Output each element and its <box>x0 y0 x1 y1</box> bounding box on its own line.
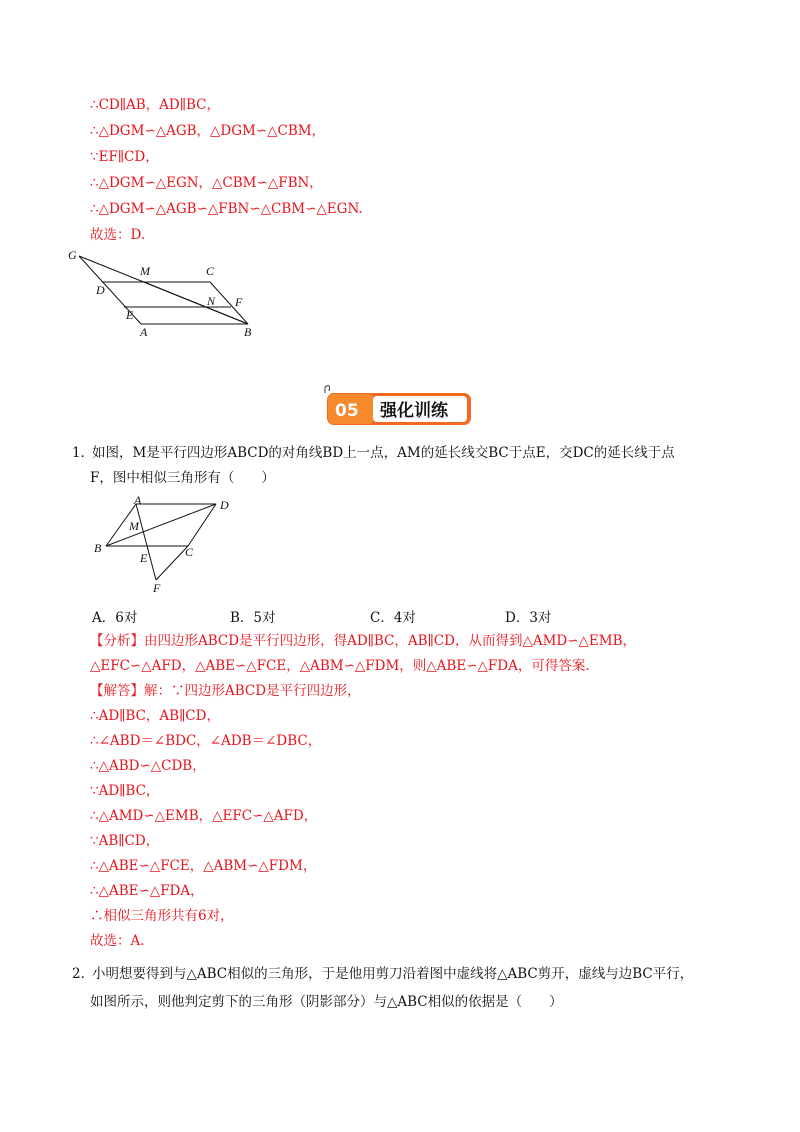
q1-answer-line3: ∴∠ABD＝∠BDC，∠ADB＝∠DBC， <box>90 733 322 749</box>
label-f: F <box>235 295 243 309</box>
q1-answer-line7: ∵AB∥CD， <box>90 833 160 849</box>
q1-analysis-line2: △EFC∽△AFD，△ABE∽△FCE，△ABM∽△FDM，则△ABE∽△FDA，可得答案. <box>90 658 590 674</box>
solution-line-3: ∵EF∥CD， <box>90 149 159 165</box>
label-e: E <box>126 308 134 322</box>
solution-line-1: ∴CD∥AB，AD∥BC， <box>90 97 220 113</box>
q1-answer-line4: ∴△ABD∽△CDB， <box>90 758 206 774</box>
badge-graphic <box>323 385 475 429</box>
answer-text-0: 解：∵四边形ABCD是平行四边形， <box>144 683 361 699</box>
answer-tag: 【解答】 <box>90 683 144 699</box>
label-d: D <box>96 283 105 297</box>
q1-option-d: D．3对 <box>505 610 552 626</box>
label-c: C <box>206 264 215 278</box>
line-mb <box>144 282 248 324</box>
figure-parallelogram-gmcdnfeab <box>66 248 266 340</box>
q2-text-line2: 如图所示，则他判定剪下的三角形（阴影部分）与△ABC相似的依据是（ ） <box>90 994 563 1010</box>
q1-answer-line9: ∴△ABE∽△FDA， <box>90 883 204 899</box>
q1-option-c: C．4对 <box>370 610 416 626</box>
q1-answer-line8: ∴△ABE∽△FCE，△ABM∽△FDM， <box>90 858 317 874</box>
analysis-tag: 【分析】 <box>90 633 144 649</box>
label-a: A <box>134 496 142 507</box>
label-a: A <box>140 325 148 339</box>
label-b: B <box>94 541 102 555</box>
label-c: C <box>185 545 194 559</box>
q2-text-line1: 小明想要得到与△ABC相似的三角形，于是他用剪刀沿着图中虚线将△ABC剪开，虚线与边BC平行， <box>92 966 694 982</box>
line-bd <box>106 504 216 546</box>
label-d: D <box>220 498 229 512</box>
q1-analysis-line1 <box>90 632 636 650</box>
q1-number: 1． <box>72 445 95 461</box>
figure-q1-parallelogram <box>92 496 242 596</box>
label-e: E <box>140 551 148 565</box>
q1-answer-line2: ∴AD∥BC，AB∥CD， <box>90 708 220 724</box>
q1-answer-line6: ∴△AMD∽△EMB，△EFC∽△AFD， <box>90 808 318 824</box>
solution-line-4: ∴△DGM∽△EGN，△CBM∽△FBN， <box>90 175 323 191</box>
solution-line-2: ∴△DGM∽△AGB，△DGM∽△CBM， <box>90 123 326 139</box>
label-b: B <box>244 325 252 339</box>
q1-option-b: B．5对 <box>230 610 276 626</box>
q1-answer-line10: ∴相似三角形共有6对， <box>90 908 234 924</box>
label-m: M <box>129 519 139 533</box>
line-dc <box>188 504 216 546</box>
section-badge <box>323 385 475 429</box>
q1-answer-final: 故选：A. <box>90 933 145 949</box>
solution-line-5: ∴△DGM∽△AGB∽△FBN∽△CBM∽△EGN. <box>90 201 363 217</box>
badge-number: 05 <box>335 401 359 421</box>
q1-text-line1: 如图，M是平行四边形ABCD的对角线BD上一点，AM的延长线交BC于点E，交DC的延长线于点 <box>92 445 675 461</box>
q1-answer-line5: ∵AD∥BC， <box>90 783 160 799</box>
line-cf <box>156 546 188 580</box>
label-m: M <box>140 264 150 278</box>
label-n: N <box>207 294 216 308</box>
q1-text-line2: F，图中相似三角形有（ ） <box>90 470 275 486</box>
analysis-text-1: 由四边形ABCD是平行四边形，得AD∥BC，AB∥CD，从而得到△AMD∽△EMB， <box>144 633 637 649</box>
label-f: F <box>153 581 161 595</box>
q2-number: 2． <box>72 966 95 982</box>
label-g: G <box>68 248 77 262</box>
solution-answer: 故选：D. <box>90 227 146 243</box>
line-af <box>136 504 156 580</box>
q1-option-a: A．6对 <box>92 610 138 626</box>
q1-answer-line1 <box>90 682 361 700</box>
badge-title: 强化训练 <box>380 401 448 421</box>
